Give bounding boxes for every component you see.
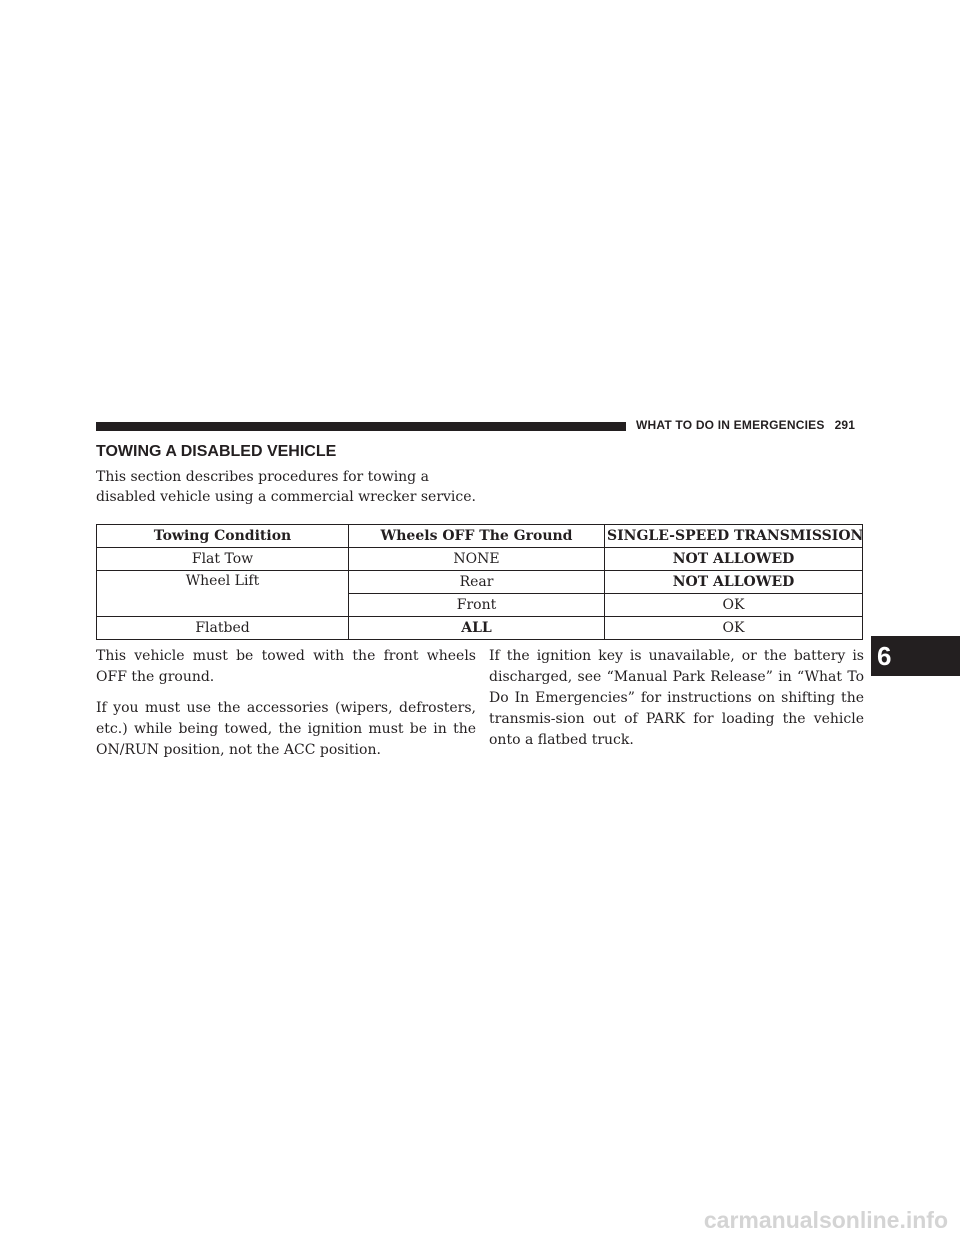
- towing-table: [96, 524, 863, 640]
- cell-wheels: NONE: [349, 548, 605, 571]
- body-column-left: [96, 646, 476, 771]
- running-head: [636, 418, 864, 432]
- page-number: 291: [834, 418, 856, 432]
- chapter-tab: 6: [871, 636, 960, 676]
- intro-paragraph: This section describes procedures for towing a disabled vehicle using a commercial wrecker service.: [96, 469, 476, 505]
- header-transmission: SINGLE-SPEED TRANSMISSION: [605, 525, 863, 548]
- table-row: [97, 617, 863, 640]
- cell-wheels: Rear: [349, 571, 605, 594]
- section-title: TOWING A DISABLED VEHICLE: [96, 443, 337, 460]
- cell-transmission: NOT ALLOWED: [605, 571, 863, 594]
- header-rule: [96, 422, 626, 431]
- body-paragraph: If the ignition key is unavailable, or the battery is discharged, see “Manual Park Release” in “What To Do In Emergencies” for instructions on shifting the transmis-sion out of PARK for loading the vehicle onto a flatbed truck.: [489, 648, 864, 748]
- body-paragraph: If you must use the accessories (wipers, defrosters, etc.) while being towed, the ignition must be in the ON/RUN position, not the ACC position.: [96, 700, 476, 758]
- cell-wheels: Front: [349, 594, 605, 617]
- cell-condition: Wheel Lift: [97, 571, 349, 617]
- table-header-row: [97, 525, 863, 548]
- table-row: [97, 571, 863, 594]
- cell-condition: Flat Tow: [97, 548, 349, 571]
- header-towing-condition: Towing Condition: [97, 525, 349, 548]
- header-wheels-off-ground: Wheels OFF The Ground: [349, 525, 605, 548]
- cell-condition: Flatbed: [97, 617, 349, 640]
- table-row: [97, 548, 863, 571]
- body-paragraph: This vehicle must be towed with the front wheels OFF the ground.: [96, 648, 476, 685]
- cell-wheels: ALL: [349, 617, 605, 640]
- cell-transmission: OK: [605, 594, 863, 617]
- watermark: carmanualsonline.info: [703, 1207, 948, 1233]
- cell-transmission: OK: [605, 617, 863, 640]
- body-column-right: [489, 646, 864, 761]
- cell-transmission: NOT ALLOWED: [605, 548, 863, 571]
- running-head-title: WHAT TO DO IN EMERGENCIES: [636, 418, 825, 432]
